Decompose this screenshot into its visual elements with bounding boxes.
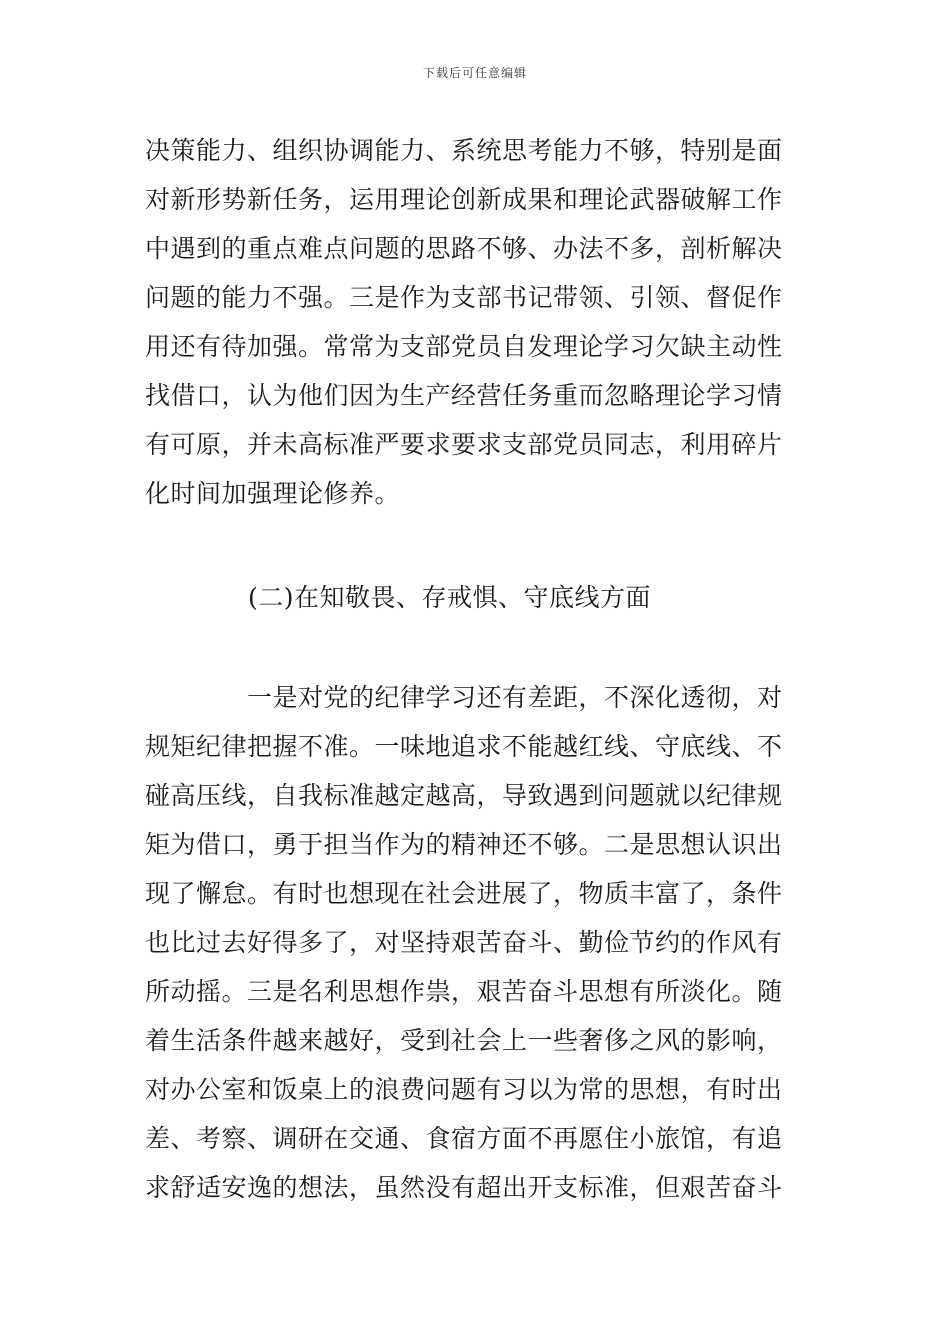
paragraph-line: 碰高压线，自我标准越定越高，导致遇到问题就以纪律规 xyxy=(145,781,783,810)
paragraph-line: 规矩纪律把握不准。一味地追求不能越红线、守底线、不 xyxy=(145,732,783,761)
paragraph-line: 对办公室和饭桌上的浪费问题有习以为常的思想，有时出 xyxy=(145,1075,783,1104)
paragraph-line: 用还有待加强。常常为支部党员自发理论学习欠缺主动性 xyxy=(145,332,783,361)
paragraph-line: 所动摇。三是名利思想作祟，艰苦奋斗思想有所淡化。随 xyxy=(145,977,783,1006)
paragraph-1 xyxy=(145,126,805,518)
paragraph-line: 决策能力、组织协调能力、系统思考能力不够，特别是面 xyxy=(145,136,783,165)
paragraph-line: 问题的能力不强。三是作为支部书记带领、引领、督促作 xyxy=(145,283,783,312)
paragraph-2 xyxy=(145,673,805,1212)
page-header-note: 下载后可任意编辑 xyxy=(422,66,527,80)
paragraph-line: 有可原，并未高标准严要求要求支部党员同志，利用碎片 xyxy=(145,430,783,459)
paragraph-line: 化时间加强理论修养。 xyxy=(145,479,401,508)
paragraph-line: 现了懈怠。有时也想现在社会进展了，物质丰富了，条件 xyxy=(145,879,783,908)
paragraph-line: 中遇到的重点难点问题的思路不够、办法不多，剖析解决 xyxy=(145,234,783,263)
paragraph-line: 着生活条件越来越好，受到社会上一些奢侈之风的影响， xyxy=(145,1026,783,1055)
paragraph-line: 找借口，认为他们因为生产经营任务重而忽略理论学习情 xyxy=(145,381,783,410)
section-heading: (二)在知敬畏、存戒惧、守底线方面 xyxy=(248,583,652,612)
paragraph-line: 对新形势新任务，运用理论创新成果和理论武器破解工作 xyxy=(145,185,783,214)
paragraph-line: 也比过去好得多了，对坚持艰苦奋斗、勤俭节约的作风有 xyxy=(145,928,783,957)
paragraph-line: 一是对党的纪律学习还有差距，不深化透彻，对 xyxy=(247,683,783,712)
paragraph-line: 矩为借口，勇于担当作为的精神还不够。二是思想认识出 xyxy=(145,830,783,859)
paragraph-first-line xyxy=(145,673,805,722)
paragraph-line: 差、考察、调研在交通、食宿方面不再愿住小旅馆，有追 xyxy=(145,1124,783,1153)
paragraph-line: 求舒适安逸的想法，虽然没有超出开支标准，但艰苦奋斗 xyxy=(145,1173,783,1202)
